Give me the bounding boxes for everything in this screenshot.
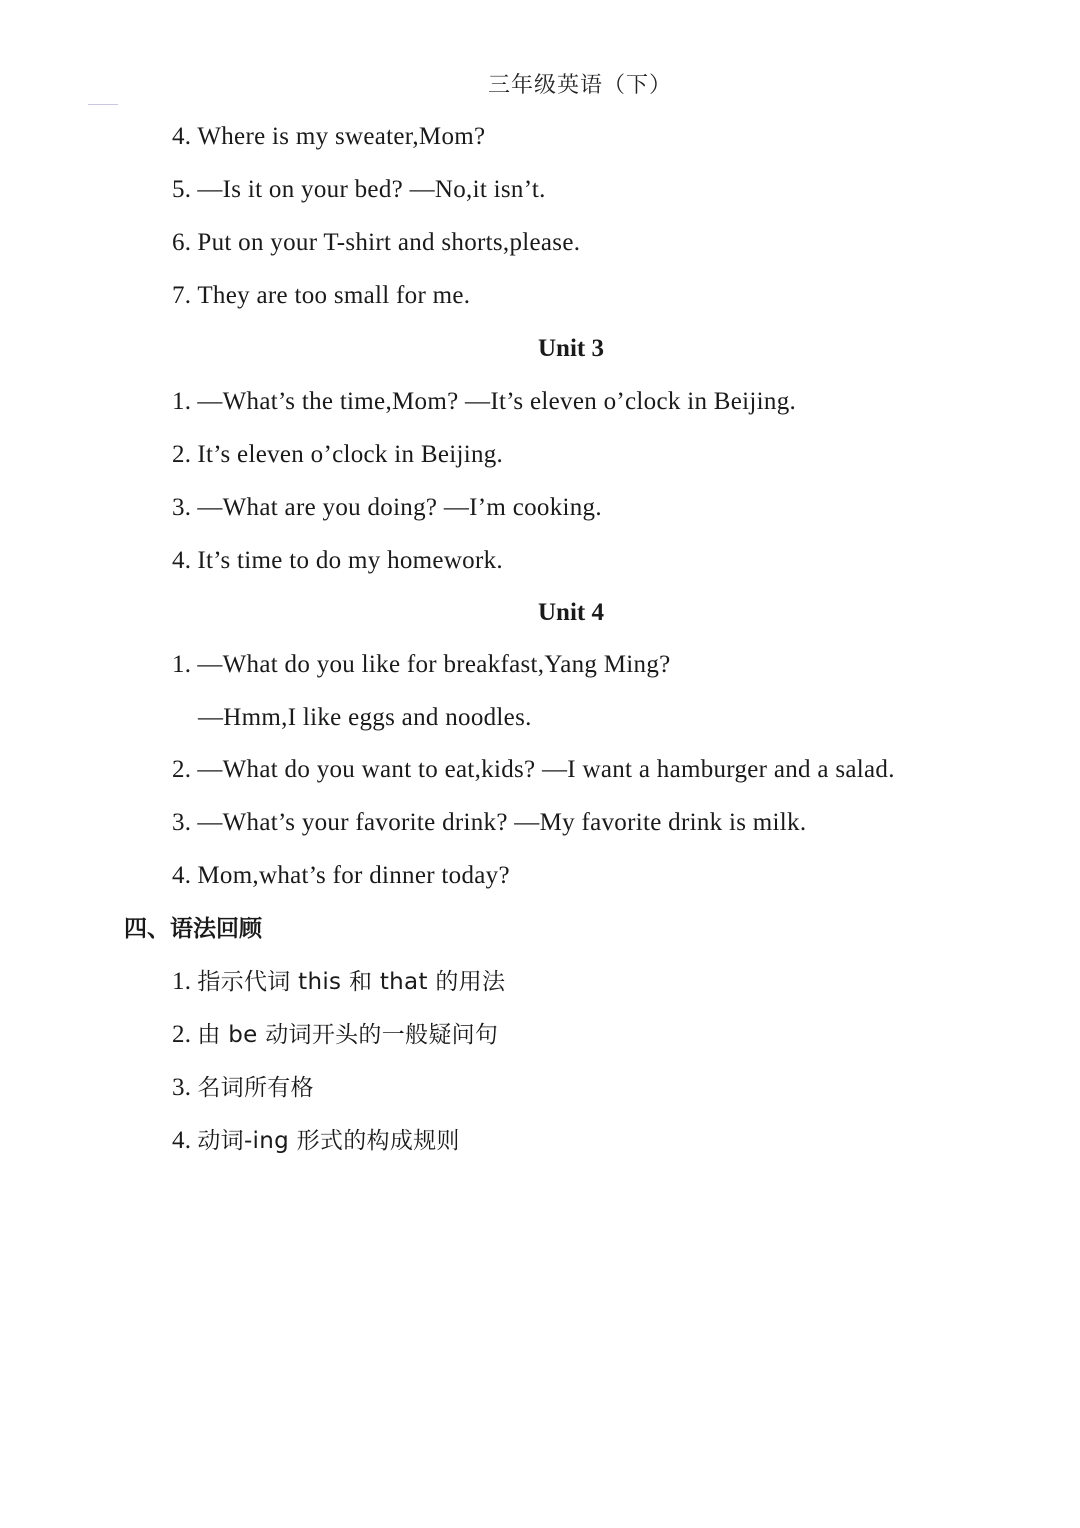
unit-4-title: Unit 4 [538,599,604,626]
item-number: 1. [172,968,192,995]
item-number: 5. [172,176,192,203]
item-number: 4. [172,1127,192,1154]
item-number: 3. [172,1074,192,1101]
item-number: 3. [172,809,192,836]
item-text: It’s eleven o’clock in Beijing. [197,441,504,468]
list-item-continuation [198,703,532,733]
item-number: 2. [172,1021,192,1048]
item-number: 3. [172,494,192,521]
list-item [172,1126,460,1156]
list-item [172,281,470,311]
item-text: 由 be 动词开头的一般疑问句 [197,1022,499,1048]
list-item [172,755,895,785]
item-text: —What do you want to eat,kids? —I want a hamburger and a salad. [197,756,895,783]
item-text: It’s time to do my homework. [197,547,503,574]
item-number: 1. [172,651,192,678]
item-text: —What’s your favorite drink? —My favorite drink is milk. [197,809,807,836]
list-item [172,546,503,576]
item-number: 4. [172,123,192,150]
item-text: —Is it on your bed? —No,it isn’t. [197,176,546,203]
header-underline [88,101,118,105]
item-number: 4. [172,862,192,889]
item-text: 指示代词 this 和 that 的用法 [197,969,506,995]
list-item [172,122,485,152]
list-item [172,861,510,891]
list-item [172,650,671,680]
item-text: They are too small for me. [197,282,471,309]
list-item [172,228,580,258]
item-number: 1. [172,388,192,415]
item-number: 2. [172,756,192,783]
item-text: Put on your T-shirt and shorts,please. [197,229,581,256]
item-number: 6. [172,229,192,256]
list-item [172,1020,498,1050]
item-text: —What are you doing? —I’m cooking. [197,494,602,521]
page-header: 三年级英语（下） [487,73,672,98]
list-item [172,493,602,523]
list-item [172,1073,314,1103]
item-text: Mom,what’s for dinner today? [197,862,510,889]
list-item [172,967,505,997]
item-text: 名词所有格 [197,1075,314,1101]
item-text: —What’s the time,Mom? —It’s eleven o’clock in Beijing. [197,388,797,415]
list-item [172,440,503,470]
item-text: —What do you like for breakfast,Yang Ming? [197,651,671,678]
list-item [172,175,546,205]
unit-3-title: Unit 3 [538,335,604,362]
item-number: 4. [172,547,192,574]
grammar-section-title: 四、语法回顾 [124,916,262,942]
item-text: 动词-ing 形式的构成规则 [197,1128,460,1154]
list-item [172,387,796,417]
item-number: 7. [172,282,192,309]
item-text: —Hmm,I like eggs and noodles. [198,704,532,731]
item-text: Where is my sweater,Mom? [197,123,486,150]
list-item [172,808,806,838]
item-number: 2. [172,441,192,468]
